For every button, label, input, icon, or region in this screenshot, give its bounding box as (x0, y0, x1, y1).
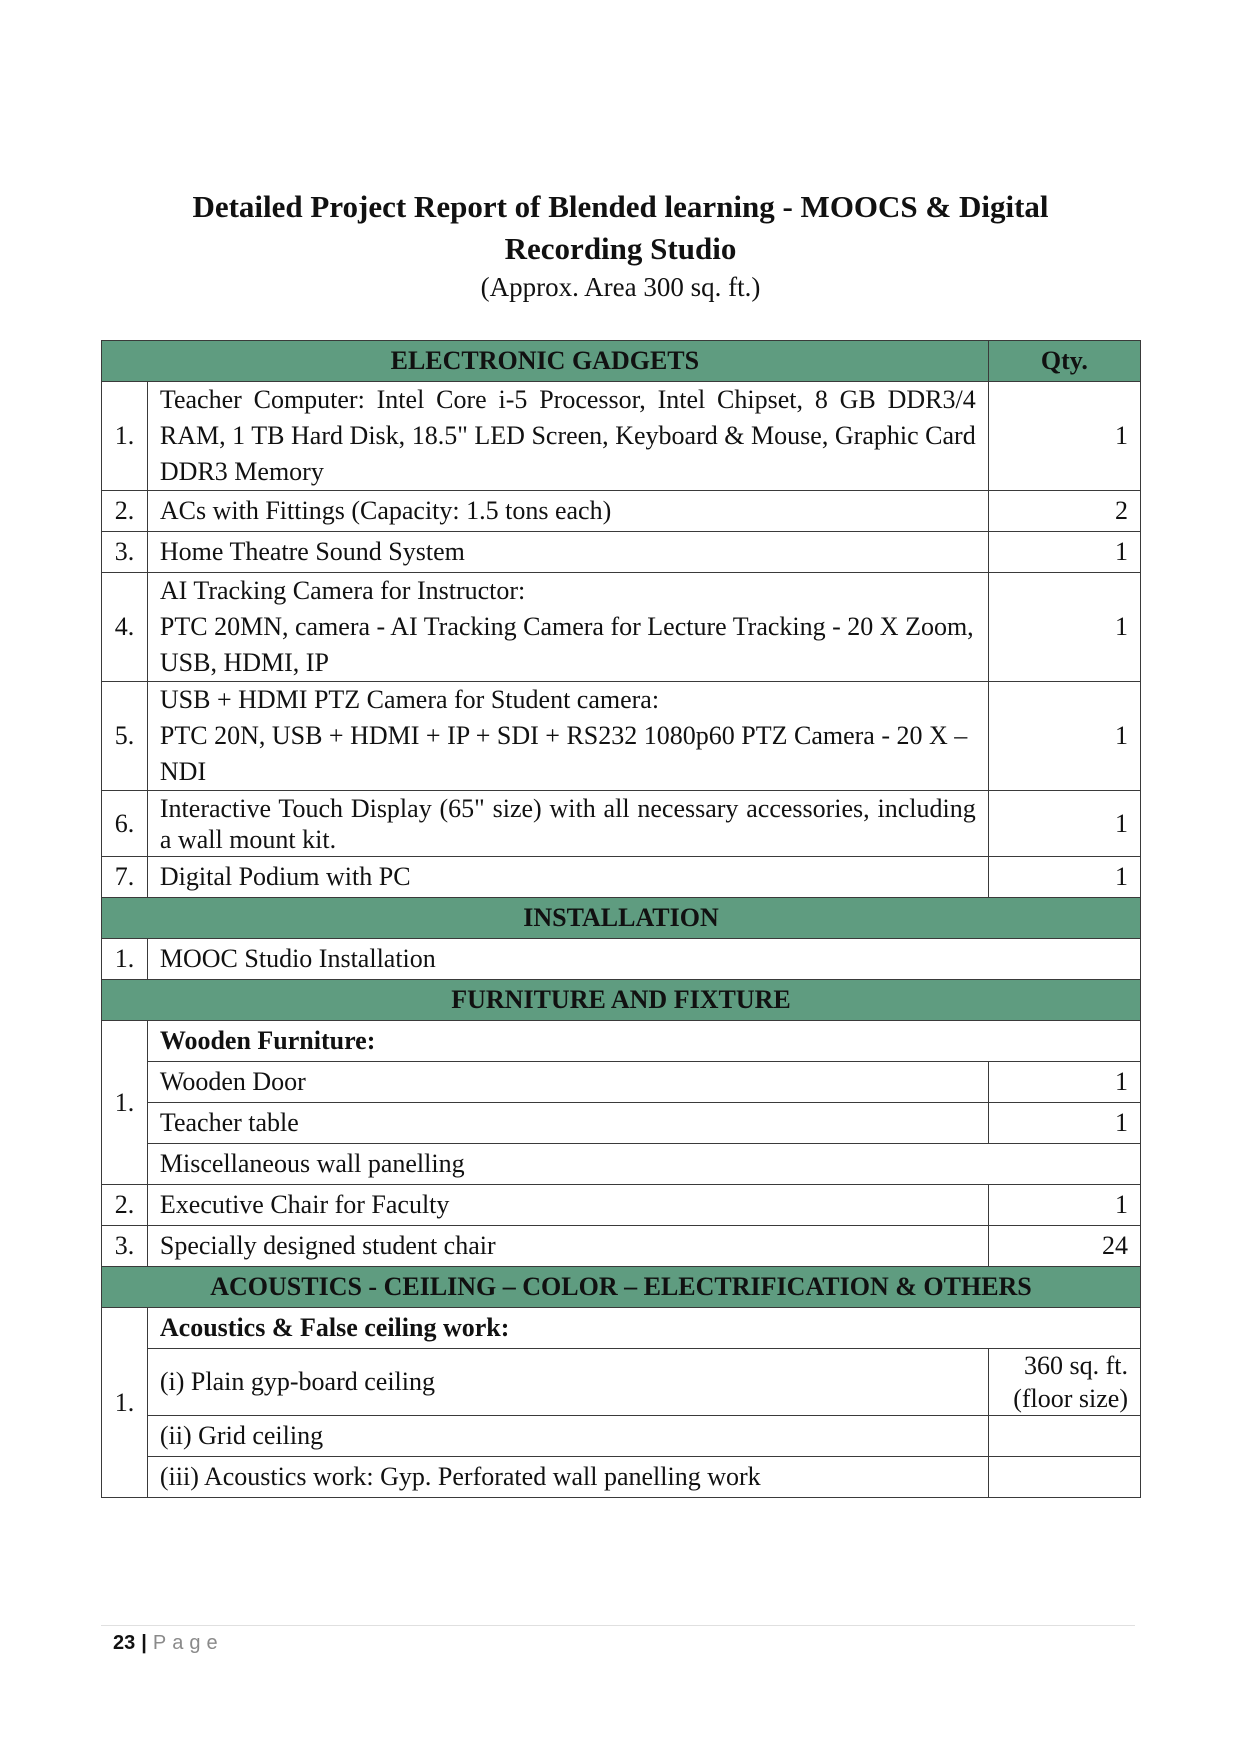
table-row (102, 1103, 1141, 1144)
table-row (102, 1349, 1141, 1416)
item-qty: 1 (988, 791, 1140, 857)
installation-header: INSTALLATION (102, 898, 1141, 939)
furniture-header-row (102, 980, 1141, 1021)
table-row (102, 1308, 1141, 1349)
table-row (102, 1226, 1141, 1267)
row-number: 2. (102, 1185, 148, 1226)
item-description (147, 573, 988, 682)
table-row (102, 491, 1141, 532)
installation-header-row (102, 898, 1141, 939)
page-footer (113, 1630, 224, 1656)
table-row (102, 1021, 1141, 1062)
row-number: 5. (102, 682, 148, 791)
page-label: Page (152, 1632, 224, 1654)
item-description-heading: AI Tracking Camera for Instructor: (159, 576, 526, 605)
item-description: Specially designed student chair (147, 1226, 988, 1267)
electronic-gadgets-header-row (102, 341, 1141, 382)
row-number: 1. (102, 1308, 148, 1498)
acoustics-header: ACOUSTICS - CEILING – COLOR – ELECTRIFICATION & OTHERS (102, 1267, 1141, 1308)
item-qty (988, 1416, 1140, 1457)
item-qty: 1 (988, 1103, 1140, 1144)
table-row (102, 1144, 1141, 1185)
item-description: Teacher table (147, 1103, 988, 1144)
item-description: Executive Chair for Faculty (147, 1185, 988, 1226)
row-number: 1. (102, 1021, 148, 1185)
table-row (102, 532, 1141, 573)
row-number: 1. (102, 382, 148, 491)
row-number: 3. (102, 1226, 148, 1267)
table-row (102, 1062, 1141, 1103)
table-row (102, 382, 1141, 491)
item-qty (988, 1349, 1140, 1416)
footer-separator: | (141, 1632, 147, 1654)
page-number: 23 (113, 1632, 136, 1654)
item-description: Miscellaneous wall panelling (147, 1144, 1140, 1185)
row-number: 1. (102, 939, 148, 980)
row-number: 2. (102, 491, 148, 532)
title-line-1: Detailed Project Report of Blended learning - MOOCS & Digital (192, 189, 1049, 224)
item-qty: 1 (988, 1185, 1140, 1226)
project-report-table (101, 340, 1141, 1498)
group-title: Wooden Furniture: (147, 1021, 1140, 1062)
item-description: Digital Podium with PC (147, 857, 988, 898)
row-number: 7. (102, 857, 148, 898)
item-description-detail: PTC 20N, USB + HDMI + IP + SDI + RS232 1080p60 PTZ Camera - 20 X – NDI (159, 721, 968, 786)
item-description: MOOC Studio Installation (147, 939, 1140, 980)
item-qty: 1 (988, 682, 1140, 791)
item-description: Wooden Door (147, 1062, 988, 1103)
item-qty: 24 (988, 1226, 1140, 1267)
table-row (102, 1457, 1141, 1498)
footer-divider (101, 1625, 1135, 1626)
table-row (102, 857, 1141, 898)
item-qty: 1 (988, 532, 1140, 573)
item-description: (i) Plain gyp-board ceiling (147, 1349, 988, 1416)
item-qty-value: 360 sq. ft. (1024, 1351, 1128, 1380)
electronic-gadgets-header: ELECTRONIC GADGETS (102, 341, 989, 382)
table-row (102, 682, 1141, 791)
item-qty: 1 (988, 857, 1140, 898)
qty-header: Qty. (988, 341, 1140, 382)
item-qty: 1 (988, 573, 1140, 682)
item-description: Home Theatre Sound System (147, 532, 988, 573)
item-description: Interactive Touch Display (65" size) with all necessary accessories, including a wall mount kit. (147, 791, 988, 857)
item-qty: 1 (988, 1062, 1140, 1103)
table-row (102, 791, 1141, 857)
item-description-detail: PTC 20MN, camera - AI Tracking Camera for Lecture Tracking - 20 X Zoom, USB, HDMI, IP (159, 612, 974, 677)
row-number: 3. (102, 532, 148, 573)
item-qty: 1 (988, 382, 1140, 491)
acoustics-header-row (102, 1267, 1141, 1308)
item-qty: 2 (988, 491, 1140, 532)
row-number: 6. (102, 791, 148, 857)
item-description: Teacher Computer: Intel Core i-5 Processor, Intel Chipset, 8 GB DDR3/4 RAM, 1 TB Hard Disk, 18.5" LED Screen, Keyboard & Mouse, Graphic Card DDR3 Memory (147, 382, 988, 491)
table-row (102, 1416, 1141, 1457)
item-description-heading: USB + HDMI PTZ Camera for Student camera: (159, 685, 660, 714)
item-description (147, 682, 988, 791)
item-description: ACs with Fittings (Capacity: 1.5 tons each) (147, 491, 988, 532)
item-description: (iii) Acoustics work: Gyp. Perforated wall panelling work (147, 1457, 988, 1498)
row-number: 4. (102, 573, 148, 682)
furniture-header: FURNITURE AND FIXTURE (102, 980, 1141, 1021)
group-title: Acoustics & False ceiling work: (147, 1308, 1140, 1349)
document-title (0, 186, 1241, 270)
table-row (102, 1185, 1141, 1226)
document-subtitle: (Approx. Area 300 sq. ft.) (480, 272, 761, 302)
table-row (102, 573, 1141, 682)
item-qty (988, 1457, 1140, 1498)
title-line-2: Recording Studio (504, 231, 737, 266)
table-row (102, 939, 1141, 980)
item-description: (ii) Grid ceiling (147, 1416, 988, 1457)
item-qty-note: (floor size) (1013, 1384, 1128, 1413)
